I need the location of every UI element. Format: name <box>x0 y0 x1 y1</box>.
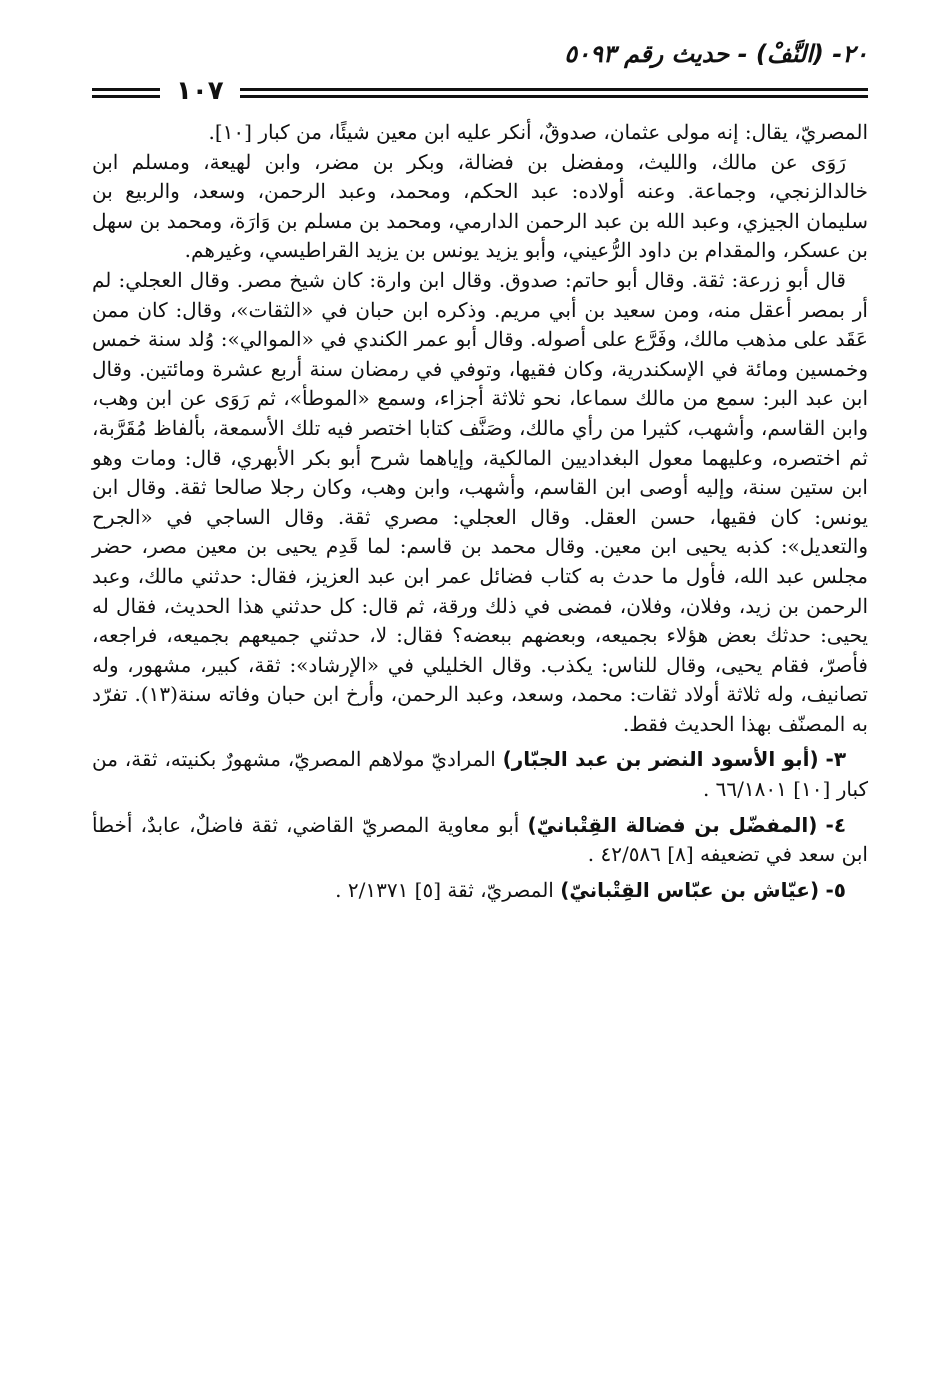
paragraph: قال أبو زرعة: ثقة. وقال أبو حاتم: صدوق. وقال ابن وارة: كان شيخ مصر. وقال العجلي: لم أر بمصر أعقل منه، ومن سعيد بن أبي مريم. وذكره ابن حبان في «الثقات»، وقال: كان ممن عَقَد على مذهب مالك، وفَرَّع على أصوله. وقال أبو عمر الكندي في «الموالي»: وُلد سنة خمس وخمسين ومائة في الإسكندرية، وكان فقيها، وتوفي في رمضان سنة أربع عشرة ومائتين. وقال ابن عبد البر: سمع من مالك سماعا، نحو ثلاثة أجزاء، وسمع «الموطأ»، ثم رَوَى عن ابن وهب، وابن القاسم، وأشهب، كثيرا من رأي مالك، وصَنَّف كتابا اختصر فيه تلك الأسمعة، بألفاظ مُقَرَّبة، ثم اختصره، وعليهما معول البغداديين المالكية، وإياهما شرح أبو بكر الأبهري، قال: ومات وهو ابن ستين سنة، وإليه أوصى ابن القاسم، وأشهب، وابن وهب، وكان رجلا صالحا ثقة. وقال ابن يونس: كان فقيها، حسن العقل. وقال العجلي: مصري ثقة. وقال الساجي في «الجرح والتعديل»: كذبه يحيى ابن معين. وقال محمد بن قاسم: لما قَدِم يحيى بن معين مصر، حضر مجلس عبد الله، فأول ما حدث به كتاب فضائل عمر ابن عبد العزيز، فقال: حدثني مالك، وعبد الرحمن بن زيد، وفلان، وفلان، فمضى في ذلك ورقة، ثم قال: كل حدثني هذا الحديث، فقال له يحيى: حدثك بعض هؤلاء بجميعه، وبعضهم ببعضه؟ فقال: لا، حدثني جميعهم بجميعه، فراجعه، فأصرّ، فقام يحيى، وقال للناس: يكذب. وقال الخليلي في «الإرشاد»: ثقة، كبير، مشهور، وله تصانيف، وله ثلاثة أولاد ثقات: محمد، وسعد، وعبد الرحمن، وأرخ ابن حبان وفاته سنة(١٣). تفرّد به المصنّف بهذا الحديث فقط. <box>92 267 868 736</box>
entry-number: ٥- <box>825 877 846 902</box>
paragraph: رَوَى عن مالك، والليث، ومفضل بن فضالة، وبكر بن مضر، وابن لهيعة، ومسلم ابن خالدالزنجي، وجماعة. وعنه أولاده: عبد الحكم، ومحمد، وعبد الرحمن، وسعد، والربيع بن سليمان الجيزي، وعبد الله بن عبد الرحمن الدارمي، ومحمد بن مسلم بن وَارَة، ومحمد بن سهل بن عسكر، والمقدام بن داود الرُّعيني، وأبو يزيد يونس بن يزيد القراطيسي، وغيرهم. <box>92 149 868 263</box>
page-number-rule-bottom <box>92 95 160 98</box>
entry-text: أبو معاوية المصريّ القاضي، ثقة فاضلٌ، عابدٌ، أخطأ ابن سعد في تضعيفه [٨] ٤٢/٥٨٦ . <box>92 812 868 867</box>
narrator-entry <box>92 745 868 804</box>
page-number-rule-top <box>92 88 160 91</box>
entry-name: (المفضّل بن فضالة القِتْبانيّ) <box>527 812 818 837</box>
body-text <box>92 118 868 905</box>
entry-text: المراديّ مولاهم المصريّ، مشهورٌ بكنيته، ثقة، من كبار [١٠] ٦٦/١٨٠١ . <box>92 747 868 802</box>
entry-text: المصريّ، ثقة [٥] ٢/١٣٧١ . <box>335 877 554 902</box>
narrator-entry <box>92 876 868 906</box>
entry-name: (عيّاش بن عبّاس القِتْبانيّ) <box>560 877 820 902</box>
header-rule-top <box>240 88 868 91</box>
narrator-entry <box>92 811 868 870</box>
page-number: ١٠٧ <box>176 76 224 106</box>
entry-name: (أبو الأسود النضر بن عبد الجبّار) <box>502 747 819 772</box>
running-header: ٢٠- (النَّفْ) - حديث رقم ٥٠٩٣ <box>564 40 868 68</box>
entry-number: ٣- <box>825 747 847 772</box>
header-rule-bottom <box>240 95 868 98</box>
paragraph: المصريّ، يقال: إنه مولى عثمان، صدوقٌ، أنكر عليه ابن معين شيئًا، من كبار [١٠]. <box>208 120 868 144</box>
entry-number: ٤- <box>825 812 847 837</box>
